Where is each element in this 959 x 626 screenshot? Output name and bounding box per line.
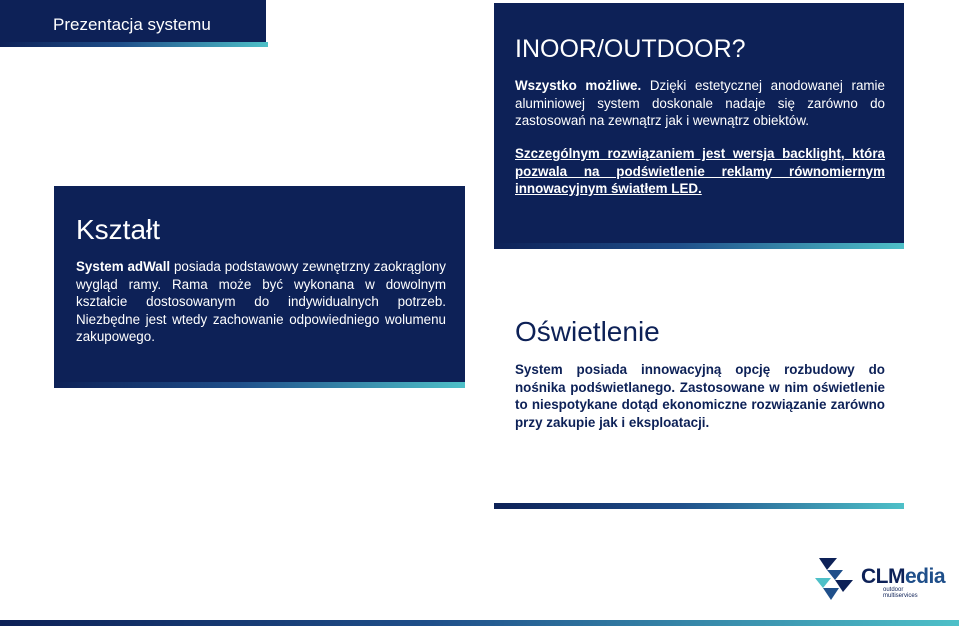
indoor-outdoor-panel [494, 3, 904, 243]
indoor-accent-bar [494, 243, 904, 249]
oswietlenie-heading: Oświetlenie [515, 316, 660, 347]
clmedia-logo-icon [813, 556, 857, 602]
clmedia-logo [813, 554, 946, 604]
ksztalt-body: posiada podstawowy zewnętrzny zaokrąglony wygląd ramy. Rama może być wykonana w dowolnym kształcie dostosowanym do indywidualnych potrzeb. Niezbędne jest wtedy zachowanie odpowiedniego wolumenu zakupowego. [76, 259, 447, 344]
logo-wordmark [861, 565, 945, 589]
oswietlenie-accent-bar [494, 503, 904, 509]
page-title: Prezentacja systemu [53, 15, 211, 34]
ksztalt-heading: Kształt [76, 214, 161, 245]
logo-tagline: outdoor multiservices [883, 587, 918, 599]
logo-wordmark-b: edia [905, 565, 946, 588]
logo-wordmark-a: CLM [861, 565, 905, 588]
footer-accent-bar [0, 620, 959, 626]
backlight-paragraph: Szczególnym rozwiązaniem jest wersja backlight, która pozwala na podświetlenie reklamy równomiernym innowacyjnym światłem LED. [515, 146, 885, 196]
indoor-outdoor-heading: INOOR/OUTDOOR? [515, 35, 746, 63]
header-banner [0, 0, 266, 42]
ksztalt-accent-bar [54, 382, 465, 388]
oswietlenie-description: System posiada innowacyjną opcję rozbudowy do nośnika podświetlanego. Zastosowane w nim oświetlenie to niespotykane dotąd ekonomiczne rozwiązanie zarówno przy zakupie jak i eksploatacji. [515, 362, 885, 430]
ksztalt-panel [54, 186, 465, 383]
indoor-outdoor-paragraph [515, 77, 885, 130]
indoor-body: Dzięki estetycznej anodowanej ramie aluminiowej system doskonale nadaje się zarówno do zastosowań na zewnątrz jak i wewnątrz obiektów. [515, 78, 885, 128]
indoor-lead: Wszystko możliwe. [515, 78, 642, 93]
ksztalt-description [76, 258, 446, 346]
header-accent-bar [0, 42, 268, 47]
ksztalt-product-name: System adWall [76, 259, 171, 274]
